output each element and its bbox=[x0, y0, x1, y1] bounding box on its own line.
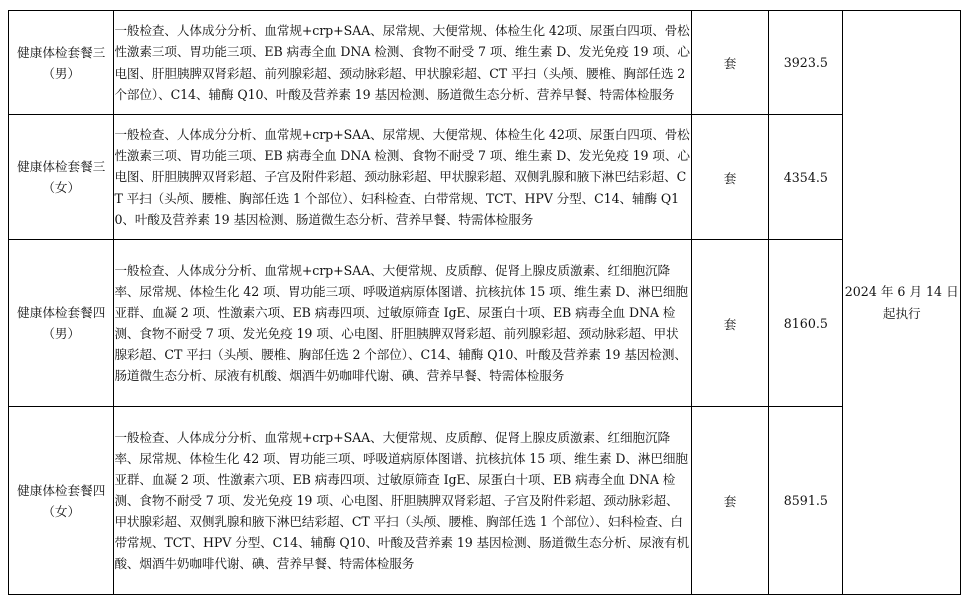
package-unit: 套 bbox=[691, 115, 768, 240]
package-name: 健康体检套餐三（男） bbox=[9, 11, 114, 115]
table-row bbox=[9, 115, 961, 240]
effective-date-note: 2024 年 6 月 14 日起执行 bbox=[843, 11, 961, 595]
package-items: 一般检查、人体成分分析、血常规+crp+SAA、大便常规、皮质醇、促肾上腺皮质激素、红细胞沉降率、尿常规、体检生化 42 项、胃功能三项、呼吸道病原体图谱、抗核抗体 15 项、维生素 D、淋巴细胞亚群、血凝 2 项、性激素六项、EB 病毒四项、过敏原筛查 IgE、尿蛋白十项、EB 病毒全血 DNA 检测、食物不耐受 7 项、发光免疫 19 项、心电图、肝胆胰脾双肾彩超、子宫及附件彩超、颈动脉彩超、甲状腺彩超、双侧乳腺和腋下淋巴结彩超、CT 平扫（头颅、腰椎、胸部任选 1 个部位）、妇科检查、白带常规、TCT、HPV 分型、C14、辅酶 Q10、叶酸及营养素 19 基因检测、肠道微生态分析、尿液有机酸、烟酒牛奶咖啡代谢、碘、营养早餐、特需体检服务 bbox=[114, 407, 691, 595]
table-row bbox=[9, 11, 961, 115]
package-unit: 套 bbox=[691, 11, 768, 115]
package-items: 一般检查、人体成分分析、血常规+crp+SAA、大便常规、皮质醇、促肾上腺皮质激素、红细胞沉降率、尿常规、体检生化 42 项、胃功能三项、呼吸道病原体图谱、抗核抗体 15 项、维生素 D、淋巴细胞亚群、血凝 2 项、性激素六项、EB 病毒四项、过敏原筛查 IgE、尿蛋白十项、EB 病毒全血 DNA 检测、食物不耐受 7 项、发光免疫 19 项、心电图、肝胆胰脾双肾彩超、前列腺彩超、颈动脉彩超、甲状腺彩超、CT 平扫（头颅、腰椎、胸部任选 2 个部位）、C14、辅酶 Q10、叶酸及营养素 19 基因检测、肠道微生态分析、尿液有机酸、烟酒牛奶咖啡代谢、碘、营养早餐、特需体检服务 bbox=[114, 240, 691, 407]
package-name: 健康体检套餐三（女） bbox=[9, 115, 114, 240]
table-row bbox=[9, 240, 961, 407]
package-price: 3923.5 bbox=[769, 11, 843, 115]
package-items: 一般检查、人体成分分析、血常规+crp+SAA、尿常规、大便常规、体检生化 42项、尿蛋白四项、骨松性激素三项、胃功能三项、EB 病毒全血 DNA 检测、食物不耐受 7 项、维生素 D、发光免疫 19 项、心电图、肝胆胰脾双肾彩超、子宫及附件彩超、颈动脉彩超、甲状腺彩超、双侧乳腺和腋下淋巴结彩超、CT 平扫（头颅、腰椎、胸部任选 1 个部位）、妇科检查、白带常规、TCT、HPV 分型、C14、辅酶 Q10、叶酸及营养素 19 基因检测、肠道微生态分析、营养早餐、特需体检服务 bbox=[114, 115, 691, 240]
package-unit: 套 bbox=[691, 407, 768, 595]
package-name: 健康体检套餐四（女） bbox=[9, 407, 114, 595]
package-name: 健康体检套餐四（男） bbox=[9, 240, 114, 407]
package-unit: 套 bbox=[691, 240, 768, 407]
package-price: 8160.5 bbox=[769, 240, 843, 407]
table-row bbox=[9, 407, 961, 595]
package-price: 4354.5 bbox=[769, 115, 843, 240]
package-items: 一般检查、人体成分分析、血常规+crp+SAA、尿常规、大便常规、体检生化 42项、尿蛋白四项、骨松性激素三项、胃功能三项、EB 病毒全血 DNA 检测、食物不耐受 7 项、维生素 D、发光免疫 19 项、心电图、肝胆胰脾双肾彩超、前列腺彩超、颈动脉彩超、甲状腺彩超、CT 平扫（头颅、腰椎、胸部任选 2 个部位）、C14、辅酶 Q10、叶酸及营养素 19 基因检测、肠道微生态分析、营养早餐、特需体检服务 bbox=[114, 11, 691, 115]
package-price-table bbox=[8, 10, 961, 595]
package-price: 8591.5 bbox=[769, 407, 843, 595]
